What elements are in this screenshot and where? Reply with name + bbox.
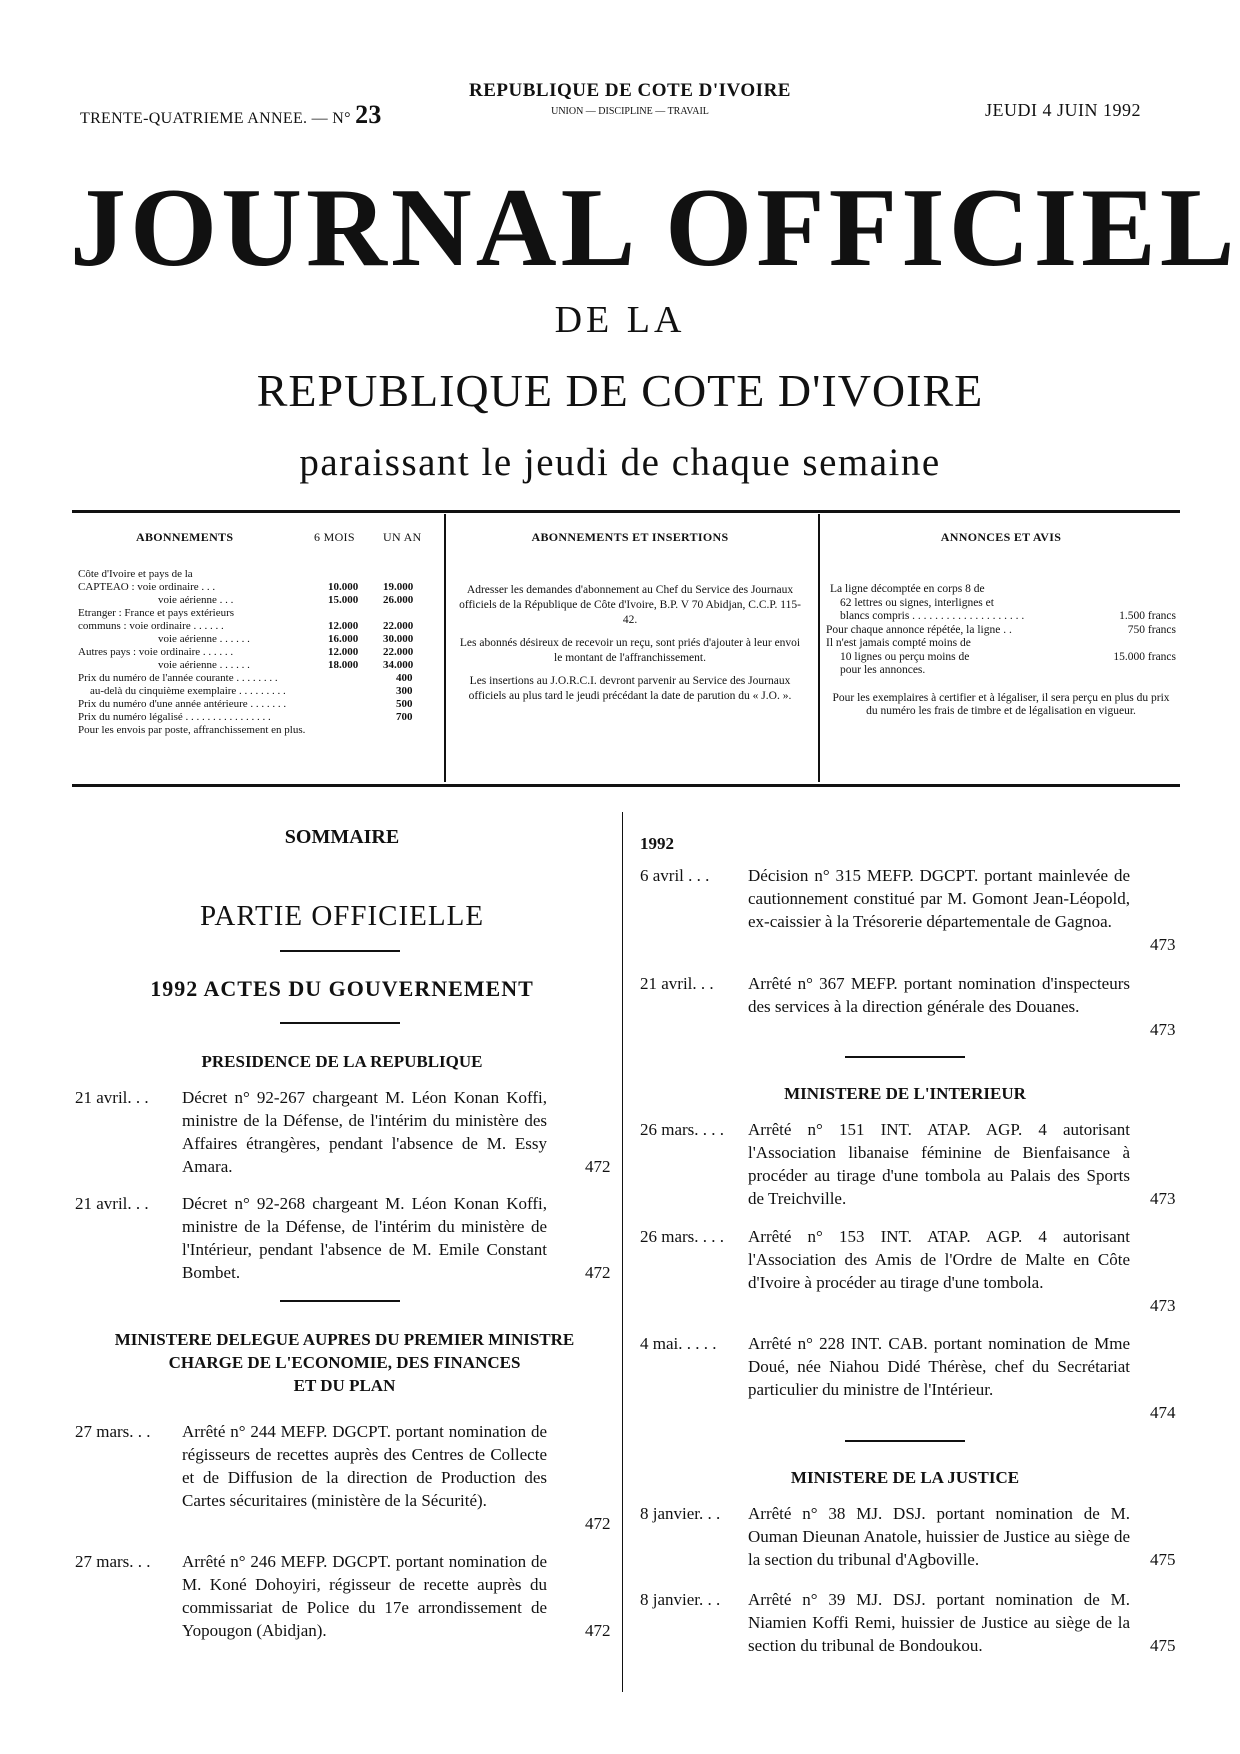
- rate-label: voie aérienne . . . . . .: [158, 659, 250, 671]
- rate-label: voie aérienne . . . . . .: [158, 633, 250, 645]
- rule-presidence: [280, 1300, 400, 1302]
- ann-line-2: 62 lettres ou signes, interlignes et: [840, 596, 994, 609]
- rate-row: [78, 620, 438, 633]
- issue-date: JEUDI 4 JUIN 1992: [985, 100, 1141, 120]
- rate-row: [78, 685, 438, 698]
- list-item: [640, 1225, 1180, 1321]
- entry-page: 472: [585, 1621, 611, 1640]
- rate-un-an: 22.000: [383, 646, 414, 658]
- entry-date: 27 mars. . .: [75, 1422, 151, 1441]
- list-item: [640, 1588, 1180, 1662]
- rate-un-an: 30.000: [383, 633, 414, 645]
- price-minimum: 15.000 francs: [1113, 650, 1176, 663]
- price-repetee: 750 francs: [1127, 623, 1176, 636]
- rule-actes: [280, 1022, 400, 1024]
- ministere-eco-line-3: ET DU PLAN: [293, 1376, 396, 1395]
- ann-line-5: Il n'est jamais compté moins de: [826, 637, 971, 649]
- entry-page: 472: [585, 1263, 611, 1282]
- ministere-interieur-heading: MINISTERE DE L'INTERIEUR: [784, 1084, 1026, 1103]
- rate-un-an: 26.000: [383, 594, 414, 606]
- entry-date: 27 mars. . .: [75, 1552, 151, 1571]
- entry-page: 472: [585, 1157, 611, 1176]
- year-heading: 1992: [640, 834, 674, 853]
- list-item: [640, 972, 1180, 1046]
- entry-date: 21 avril. . .: [75, 1088, 149, 1107]
- annonces-title: ANNONCES ET AVIS: [940, 530, 1062, 544]
- col-un-an: UN AN: [383, 530, 422, 544]
- insertions-p1: Adresser les demandes d'abonnement au Chef du Service des Journaux officiels de la République de Côte d'Ivoire, B.P. V 70 Abidjan, C.C.P. 115-42.: [459, 584, 801, 626]
- ann-legalisation: Pour les exemplaires à certifier et à légaliser, il sera perçu en plus du prix du numéro les frais de timbre et de légalisation en vigueur.: [832, 691, 1170, 717]
- list-item: [75, 1192, 620, 1288]
- rate-row: [78, 711, 438, 724]
- rate-un-an: 22.000: [383, 620, 414, 632]
- box-bottom-rule: [72, 784, 1180, 787]
- rate-label: Autres pays : voie ordinaire . . . . . .: [78, 646, 234, 658]
- entry-page: 473: [1150, 935, 1176, 954]
- ministere-justice-heading: MINISTERE DE LA JUSTICE: [790, 1468, 1020, 1487]
- rate-label: Prix du numéro de l'année courante . . . . . . . .: [78, 672, 278, 684]
- ann-line-6: 10 lignes ou perçu moins de: [840, 650, 970, 663]
- rate-row: [78, 672, 438, 685]
- entry-date: 8 janvier. . .: [640, 1504, 721, 1523]
- rate-row: [78, 607, 438, 620]
- entry-text: Arrêté n° 151 INT. ATAP. AGP. 4 autorisant l'Association libanaise féminine de Bienfaisance à procéder au tirage d'une tombola au Palais des Sports de Treichville.: [748, 1120, 1130, 1208]
- entry-date: 4 mai. . . . .: [640, 1334, 717, 1353]
- entry-page: 475: [1150, 1550, 1176, 1569]
- list-item: [640, 1332, 1180, 1428]
- abonnements-column: [78, 530, 438, 737]
- rate-un-an: 34.000: [383, 659, 414, 671]
- entry-date: 6 avril . . .: [640, 866, 710, 885]
- entry-text: Arrêté n° 367 MEFP. portant nomination d'inspecteurs des services à la direction générale des Douanes.: [748, 974, 1130, 1016]
- issue-line: [80, 100, 382, 130]
- publication-frequency: paraissant le jeudi de chaque semaine: [299, 441, 941, 484]
- masthead-republique: REPUBLIQUE DE COTE D'IVOIRE: [256, 365, 984, 416]
- rate-label: Prix du numéro d'une année antérieure . . . . . . .: [78, 698, 287, 710]
- annonces-column: [826, 530, 1176, 719]
- box-top-rule: [72, 510, 1180, 513]
- ann-line-1: La ligne décomptée en corps 8 de: [830, 583, 985, 595]
- republic-block: [460, 80, 800, 117]
- partie-officielle: PARTIE OFFICIELLE: [199, 900, 485, 932]
- entry-text: Arrêté n° 246 MEFP. DGCPT. portant nomination de M. Koné Dohoyiri, régisseur de recette auprès du commissariat de Police du 17e arrondissement de Yopougon (Abidjan).: [182, 1552, 547, 1640]
- insertions-p3: Les insertions au J.O.R.C.I. devront parvenir au Service des Journaux officiels au plus tard le jeudi précédant la date de parution du « J.O. ».: [468, 675, 792, 702]
- entry-date: 26 mars. . . .: [640, 1120, 725, 1139]
- rate-6mois: 16.000: [328, 633, 359, 645]
- rate-row: [78, 646, 438, 659]
- list-item: [75, 1550, 620, 1646]
- actes-heading: 1992 ACTES DU GOUVERNEMENT: [150, 976, 534, 1001]
- ministere-eco-heading: [72, 1328, 617, 1397]
- entry-text: Décret n° 92-267 chargeant M. Léon Konan Koffi, ministre de la Défense, de l'intérim du ministère des Affaires étrangères, pendant l'absence de M. Essy Amara.: [182, 1088, 547, 1176]
- price-ligne: 1.500 francs: [1119, 610, 1176, 622]
- rate-label: communs : voie ordinaire . . . . . .: [78, 620, 224, 632]
- abonnements-title: ABONNEMENTS: [136, 530, 234, 544]
- entry-page: 473: [1150, 1189, 1176, 1208]
- rate-un-an: 300: [396, 685, 413, 697]
- rate-un-an: 400: [396, 672, 413, 684]
- box-divider-1: [444, 514, 446, 782]
- rate-6mois: 18.000: [328, 659, 359, 671]
- rate-6mois: 15.000: [328, 594, 359, 606]
- list-item: [640, 1118, 1180, 1214]
- entry-page: 475: [1150, 1636, 1176, 1655]
- rate-row: [78, 594, 438, 607]
- entry-date: 26 mars. . . .: [640, 1227, 725, 1246]
- masthead-title: JOURNAL OFFICIEL: [70, 166, 1239, 290]
- rate-row: [78, 633, 438, 646]
- entry-date: 21 avril. . .: [640, 974, 714, 993]
- rate-label: Côte d'Ivoire et pays de la: [78, 568, 193, 580]
- rate-6mois: 10.000: [328, 581, 359, 593]
- rate-6mois: 12.000: [328, 646, 359, 658]
- ann-line-4: Pour chaque annonce répétée, la ligne . .: [826, 623, 1012, 636]
- insertions-title: ABONNEMENTS ET INSERTIONS: [531, 530, 729, 544]
- list-item: [75, 1086, 620, 1182]
- entry-date: 21 avril. . .: [75, 1194, 149, 1213]
- rule-partie: [280, 950, 400, 952]
- entry-text: Arrêté n° 153 INT. ATAP. AGP. 4 autorisant l'Association des Amis de l'Ordre de Malte en Côte d'Ivoire à procéder au tirage d'une tombola.: [748, 1227, 1130, 1292]
- ann-line-7: pour les annonces.: [840, 664, 926, 676]
- rate-un-an: 700: [396, 711, 413, 723]
- entry-text: Arrêté n° 228 INT. CAB. portant nomination de Mme Doué, née Niahou Didé Thérèse, chef du Secrétariat particulier du ministre de l'Intérieur.: [748, 1334, 1130, 1399]
- rule-interieur: [845, 1440, 965, 1442]
- rate-label: CAPTEAO : voie ordinaire . . .: [78, 581, 216, 593]
- rate-row: [78, 581, 438, 594]
- rate-label: Pour les envois par poste, affranchissement en plus.: [78, 724, 306, 736]
- rate-6mois: 12.000: [328, 620, 359, 632]
- box-divider-2: [818, 514, 820, 782]
- rate-un-an: 500: [396, 698, 413, 710]
- entry-page: 474: [1150, 1403, 1176, 1422]
- entry-text: Arrêté n° 39 MJ. DSJ. portant nomination de M. Niamien Koffi Remi, huissier de Justice au siège de la section du tribunal de Bondoukou.: [748, 1590, 1130, 1655]
- rate-row: [78, 568, 438, 581]
- entry-text: Décision n° 315 MEFP. DGCPT. portant mainlevée de cautionnement constitué par M. Gomont Jean-Léopold, ex-caissier à la Trésorerie départementale de Gagnoa.: [748, 866, 1130, 931]
- rate-row: [78, 724, 438, 737]
- entry-text: Arrêté n° 244 MEFP. DGCPT. portant nomination de régisseurs de recettes auprès des Centres de Collecte et de Diffusion de la direction de Production des Cartes sécuritaires (ministère de la Sécurité).: [182, 1422, 547, 1510]
- rate-row: [78, 698, 438, 711]
- entry-page: 472: [585, 1514, 611, 1533]
- col-6mois: 6 MOIS: [314, 530, 355, 544]
- entry-page: 473: [1150, 1020, 1176, 1039]
- list-item: [640, 864, 1180, 960]
- rates-table: [78, 568, 438, 737]
- rate-label: voie aérienne . . .: [158, 594, 234, 606]
- entry-text: Arrêté n° 38 MJ. DSJ. portant nomination de M. Ouman Dieunan Anatole, huissier de Justice au siège de la section du tribunal d'Agboville.: [748, 1504, 1130, 1569]
- entry-text: Décret n° 92-268 chargeant M. Léon Konan Koffi, ministre de la Défense, de l'intérim du ministère de l'Intérieur, pendant l'absence de M. Emile Constant Bombet.: [182, 1194, 547, 1282]
- rate-label: Prix du numéro légalisé . . . . . . . . . . . . . . . .: [78, 711, 271, 723]
- rule-eco: [845, 1056, 965, 1058]
- presidence-heading: PRESIDENCE DE LA REPUBLIQUE: [201, 1052, 483, 1071]
- ann-line-3: blancs compris . . . . . . . . . . . . . . . . . . . .: [840, 610, 1025, 622]
- column-divider: [622, 812, 623, 1692]
- motto: UNION — DISCIPLINE — TRAVAIL: [551, 106, 709, 117]
- insertions-p2: Les abonnés désireux de recevoir un reçu, sont priés d'ajouter à leur envoi le montant de l'affranchissement.: [459, 637, 801, 664]
- rate-row: [78, 659, 438, 672]
- rate-label: Etranger : France et pays extérieurs: [78, 607, 235, 619]
- rate-un-an: 19.000: [383, 581, 414, 593]
- sommaire-title: SOMMAIRE: [284, 826, 400, 848]
- republic-name: REPUBLIQUE DE COTE D'IVOIRE: [469, 80, 791, 101]
- entry-date: 8 janvier. . .: [640, 1590, 721, 1609]
- entry-page: 473: [1150, 1296, 1176, 1315]
- ministere-eco-line-2: CHARGE DE L'ECONOMIE, DES FINANCES: [168, 1353, 521, 1372]
- list-item: [75, 1420, 620, 1538]
- insertions-column: [455, 530, 805, 712]
- rate-label: au-delà du cinquième exemplaire . . . . . . . . .: [90, 685, 286, 697]
- ministere-eco-line-1: MINISTERE DELEGUE AUPRES DU PREMIER MINISTRE: [114, 1330, 575, 1349]
- issue-number: 23: [355, 100, 382, 129]
- year-label: TRENTE-QUATRIEME ANNEE. — N°: [80, 110, 351, 127]
- masthead-de-la: DE LA: [554, 299, 686, 341]
- list-item: [640, 1502, 1180, 1576]
